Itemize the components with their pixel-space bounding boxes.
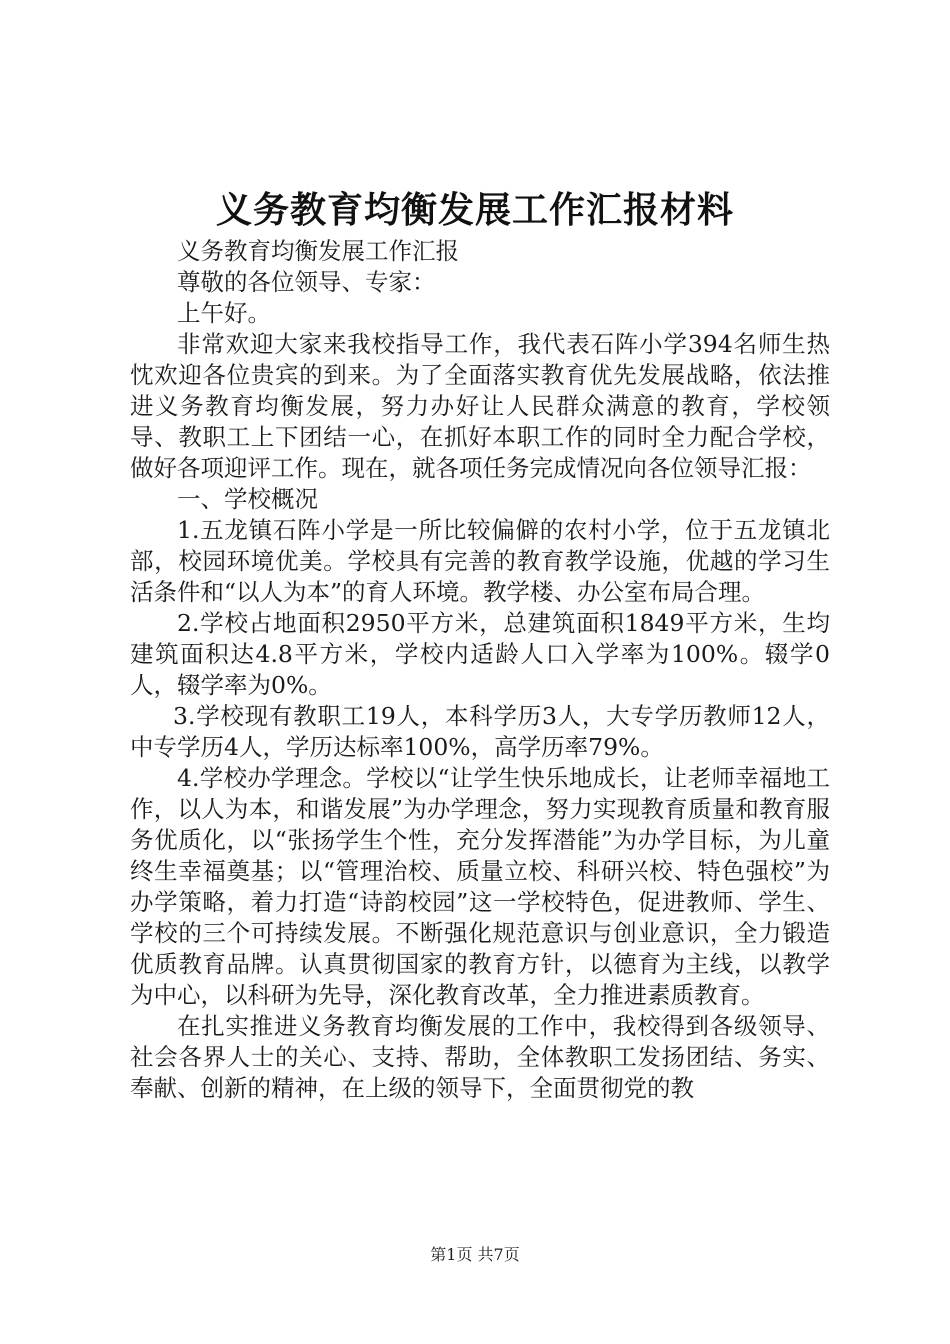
page-number: 第1页 共7页 bbox=[430, 1245, 520, 1264]
paragraph-welcome: 非常欢迎大家来我校指导工作，我代表石阵小学394名师生热忱欢迎各位贵宾的到来。为了全面落实教育优先发展战略，依法推进义务教育均衡发展，努力办好让人民群众满意的教育，学校领导、教职工上下团结一心，在抓好本职工作的同时全力配合学校，做好各项迎评工作。现在，就各项任务完成情况向各位领导汇报： bbox=[130, 330, 830, 482]
document-title: 义务教育均衡发展工作汇报材料 bbox=[215, 189, 734, 231]
document-body bbox=[130, 236, 830, 1104]
paragraph-salutation: 尊敬的各位领导、专家： bbox=[177, 268, 436, 296]
paragraph-greeting: 上午好。 bbox=[177, 299, 271, 327]
paragraph-item-4: 4.学校办学理念。学校以“让学生快乐地成长，让老师幸福地工作，以人为本，和谐发展”为办学理念，努力实现教育质量和教育服务优质化，以“张扬学生个性，充分发挥潜能”为办学目标，为儿童终生幸福奠基；以“管理治校、质量立校、科研兴校、特色强校”为办学策略，着力打造“诗韵校园”这一学校特色，促进教师、学生、学校的三个可持续发展。不断强化规范意识与创业意识，全力锻造优质教育品牌。认真贯彻国家的教育方针，以德育为主线，以教学为中心，以科研为先导，深化教育改革，全力推进素质教育。 bbox=[130, 764, 830, 1009]
paragraph-item-3: 3.学校现有教职工19人，本科学历3人，大专学历教师12人，中专学历4人，学历达标率100%，高学历率79%。 bbox=[130, 702, 830, 761]
paragraph-item-2: 2.学校占地面积2950平方米，总建筑面积1849平方米，生均建筑面积达4.8平方米，学校内适龄人口入学率为100%。辍学0人，辍学率为0%。 bbox=[130, 609, 830, 699]
paragraph-progress: 在扎实推进义务教育均衡发展的工作中，我校得到各级领导、社会各界人士的关心、支持、帮助，全体教职工发扬团结、务实、奉献、创新的精神，在上级的领导下，全面贯彻党的教 bbox=[130, 1012, 830, 1102]
section-heading-school-overview: 一、学校概况 bbox=[177, 485, 318, 513]
paragraph-item-1: 1.五龙镇石阵小学是一所比较偏僻的农村小学，位于五龙镇北部，校园环境优美。学校具有完善的教育教学设施，优越的学习生活条件和“以人为本”的育人环境。教学楼、办公室布局合理。 bbox=[130, 516, 830, 606]
paragraph-subtitle: 义务教育均衡发展工作汇报 bbox=[177, 237, 459, 265]
